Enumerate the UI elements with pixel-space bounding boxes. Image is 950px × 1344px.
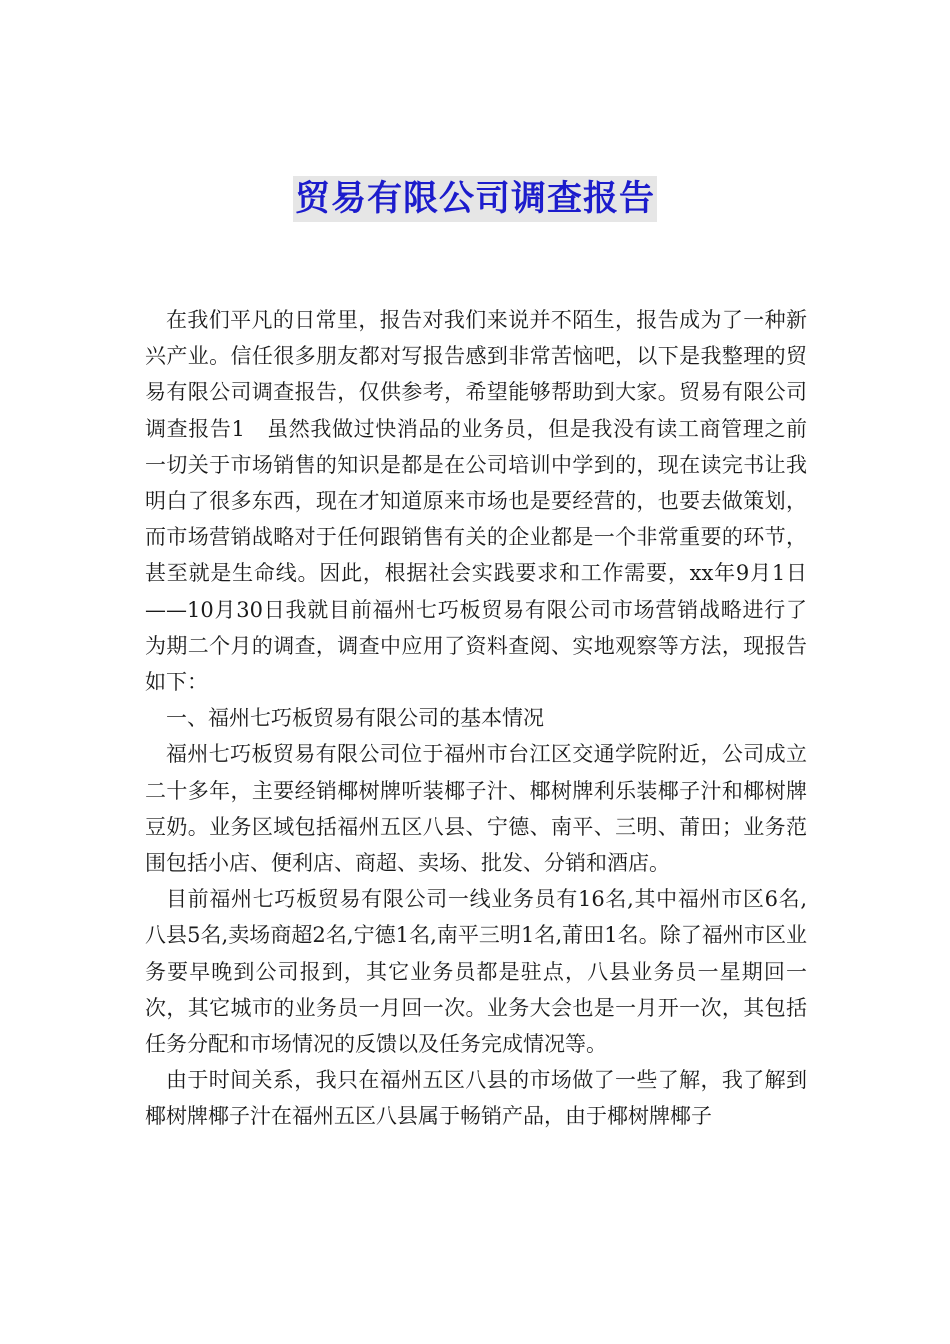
title-area <box>0 176 950 222</box>
document-body <box>145 302 807 1135</box>
section-heading: 一、福州七巧板贸易有限公司的基本情况 <box>166 706 544 731</box>
document-title: 贸易有限公司调查报告 <box>293 176 657 222</box>
paragraph-sales-staff: 目前福州七巧板贸易有限公司一线业务员有16名,其中福州市区6名,八县5名,卖场商超2名,宁德1名,南平三明1名,莆田1名。除了福州市区业务要早晚到公司报到，其它业务员都是驻点，八县业务员一星期回一次，其它城市的业务员一月回一次。业务大会也是一月开一次，其包括任务分配和市场情况的反馈以及任务完成情况等。 <box>145 887 807 1057</box>
paragraph-market-survey: 由于时间关系，我只在福州五区八县的市场做了一些了解，我了解到椰树牌椰子汁在福州五区八县属于畅销产品，由于椰树牌椰子 <box>145 1068 807 1129</box>
paragraph-intro: 在我们平凡的日常里，报告对我们来说并不陌生，报告成为了一种新兴产业。信任很多朋友都对写报告感到非常苦恼吧，以下是我整理的贸易有限公司调查报告，仅供参考，希望能够帮助到大家。贸易有限公司调查报告1 虽然我做过快消品的业务员，但是我没有读工商管理之前一切关于市场销售的知识是都是在公司培训中学到的，现在读完书让我明白了很多东西，现在才知道原来市场也是要经营的，也要去做策划，而市场营销战略对于任何跟销售有关的企业都是一个非常重要的环节，甚至就是生命线。因此，根据社会实践要求和工作需要，xx年9月1日——10月30日我就目前福州七巧板贸易有限公司市场营销战略进行了为期二个月的调查，调查中应用了资料查阅、实地观察等方法，现报告如下： <box>145 308 807 695</box>
paragraph-company-overview: 福州七巧板贸易有限公司位于福州市台江区交通学院附近，公司成立二十多年，主要经销椰树牌听装椰子汁、椰树牌利乐装椰子汁和椰树牌豆奶。业务区域包括福州五区八县、宁德、南平、三明、莆田；业务范围包括小店、便利店、商超、卖场、批发、分销和酒店。 <box>145 742 807 876</box>
